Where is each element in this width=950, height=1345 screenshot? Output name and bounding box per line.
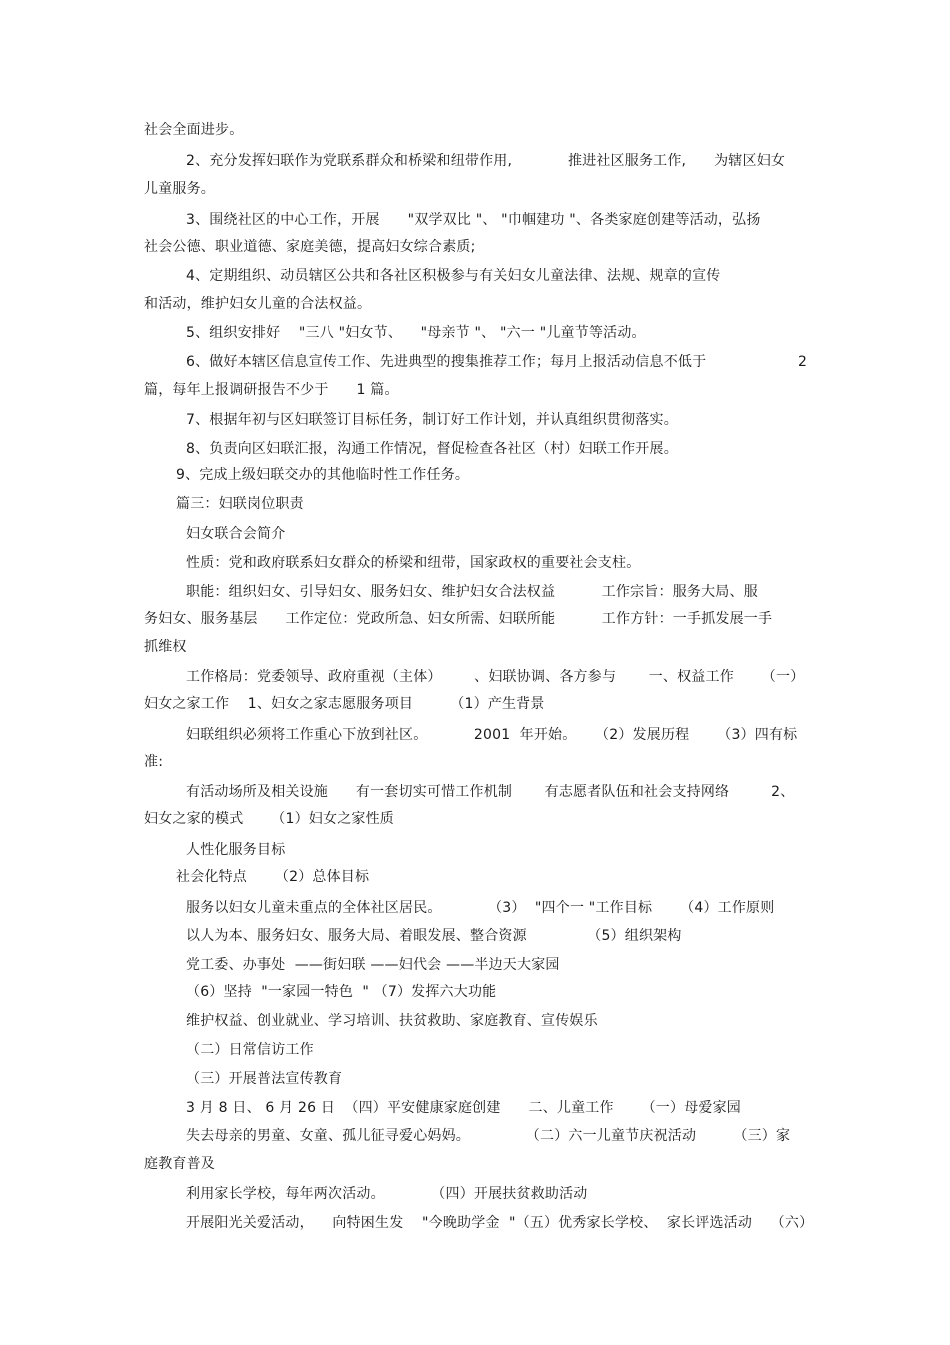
text-line: 和活动，维护妇女儿童的合法权益。 [144, 296, 372, 312]
text-line: 3、围绕社区的中心工作，开展 "双学双比 "、 "巾帼建功 "、各类家庭创建等活动，弘扬 [186, 212, 761, 228]
text-line: 篇，每年上报调研报告不少于 1 篇。 [144, 382, 399, 398]
text-line: 职能：组织妇女、引导妇女、服务妇女、维护妇女合法权益 工作宗旨：服务大局、服 [186, 584, 758, 600]
text-line: （三）开展普法宣传教育 [186, 1071, 343, 1087]
text-line: 维护权益、创业就业、学习培训、扶贫救助、家庭教育、宣传娱乐 [186, 1013, 598, 1029]
text-line: 妇女之家的模式 （1）妇女之家性质 [144, 811, 395, 827]
text-line: 2、充分发挥妇联作为党联系群众和桥梁和纽带作用, 推进社区服务工作, 为辖区妇女 [186, 153, 786, 169]
text-line: 5、组织安排好 "三八 "妇女节、 "母亲节 "、 "六一 "儿童节等活动。 [186, 325, 646, 341]
text-line: 庭教育普及 [144, 1156, 215, 1172]
text-line: 性质：党和政府联系妇女群众的桥梁和纽带，国家政权的重要社会支柱。 [186, 555, 641, 571]
text-line: 3 月 8 日、 6 月 26 日 （四）平安健康家庭创建 二、儿童工作 （一）母爱家园 [186, 1100, 741, 1116]
text-line: 8、负责向区妇联汇报，沟通工作情况，督促检查各社区（村）妇联工作开展。 [186, 441, 678, 457]
text-line: 党工委、办事处 ——街妇联 ——妇代会 ——半边天大家园 [186, 957, 560, 973]
text-line: 2 [798, 354, 808, 370]
text-line: 妇联组织必须将工作重心下放到社区。 2001 年开始。 （2）发展历程 （3）四有标 [186, 727, 798, 743]
text-line: 开展阳光关爱活动， 向特困生发 "今晚助学金 "（五）优秀家长学校、 家长评选活动 （六） [186, 1215, 814, 1231]
text-line: （二）日常信访工作 [186, 1042, 314, 1058]
text-line: 7、根据年初与区妇联签订目标任务，制订好工作计划，并认真组织贯彻落实。 [186, 412, 678, 428]
text-line: 准: [144, 754, 164, 770]
text-line: 6、做好本辖区信息宣传工作、先进典型的搜集推荐工作；每月上报活动信息不低于 [186, 354, 707, 370]
text-line: 社会化特点 （2）总体目标 [176, 869, 370, 885]
text-line: 社会公德、职业道德、家庭美德，提高妇女综合素质; [144, 239, 476, 255]
text-line: 抓维权 [144, 639, 187, 655]
text-line: 工作格局：党委领导、政府重视（主体） 、妇联协调、各方参与 一、权益工作 （一） [186, 669, 805, 685]
text-line: 儿童服务。 [144, 181, 215, 197]
text-line: 利用家长学校，每年两次活动。 （四）开展扶贫救助活动 [186, 1186, 588, 1202]
text-line: 9、完成上级妇联交办的其他临时性工作任务。 [176, 467, 470, 483]
text-line: 妇女之家工作 1、妇女之家志愿服务项目 （1）产生背景 [144, 696, 545, 712]
text-line: （6）坚持 "一家园一特色 " （7）发挥六大功能 [186, 984, 497, 1000]
text-line: 以人为本、服务妇女、服务大局、着眼发展、整合资源 （5）组织架构 [186, 928, 682, 944]
text-line: 妇女联合会简介 [186, 526, 286, 542]
text-line: 失去母亲的男童、女童、孤儿征寻爱心妈妈。 （二）六一儿童节庆祝活动 （三）家 [186, 1128, 791, 1144]
text-line: 社会全面进步。 [144, 122, 244, 138]
text-line: 务妇女、服务基层 工作定位：党政所急、妇女所需、妇联所能 工作方针：一手抓发展一手 [144, 611, 773, 627]
text-line: 服务以妇女儿童未重点的全体社区居民。 （3） "四个一 "工作目标 （4）工作原则 [186, 900, 775, 916]
text-line: 人性化服务目标 [186, 842, 286, 858]
section-heading: 篇三：妇联岗位职责 [176, 496, 304, 512]
text-line: 有活动场所及相关设施 有一套切实可惜工作机制 有志愿者队伍和社会支持网络 2、 [186, 784, 795, 800]
text-line: 4、定期组织、动员辖区公共和各社区积极参与有关妇女儿童法律、法规、规章的宣传 [186, 268, 721, 284]
